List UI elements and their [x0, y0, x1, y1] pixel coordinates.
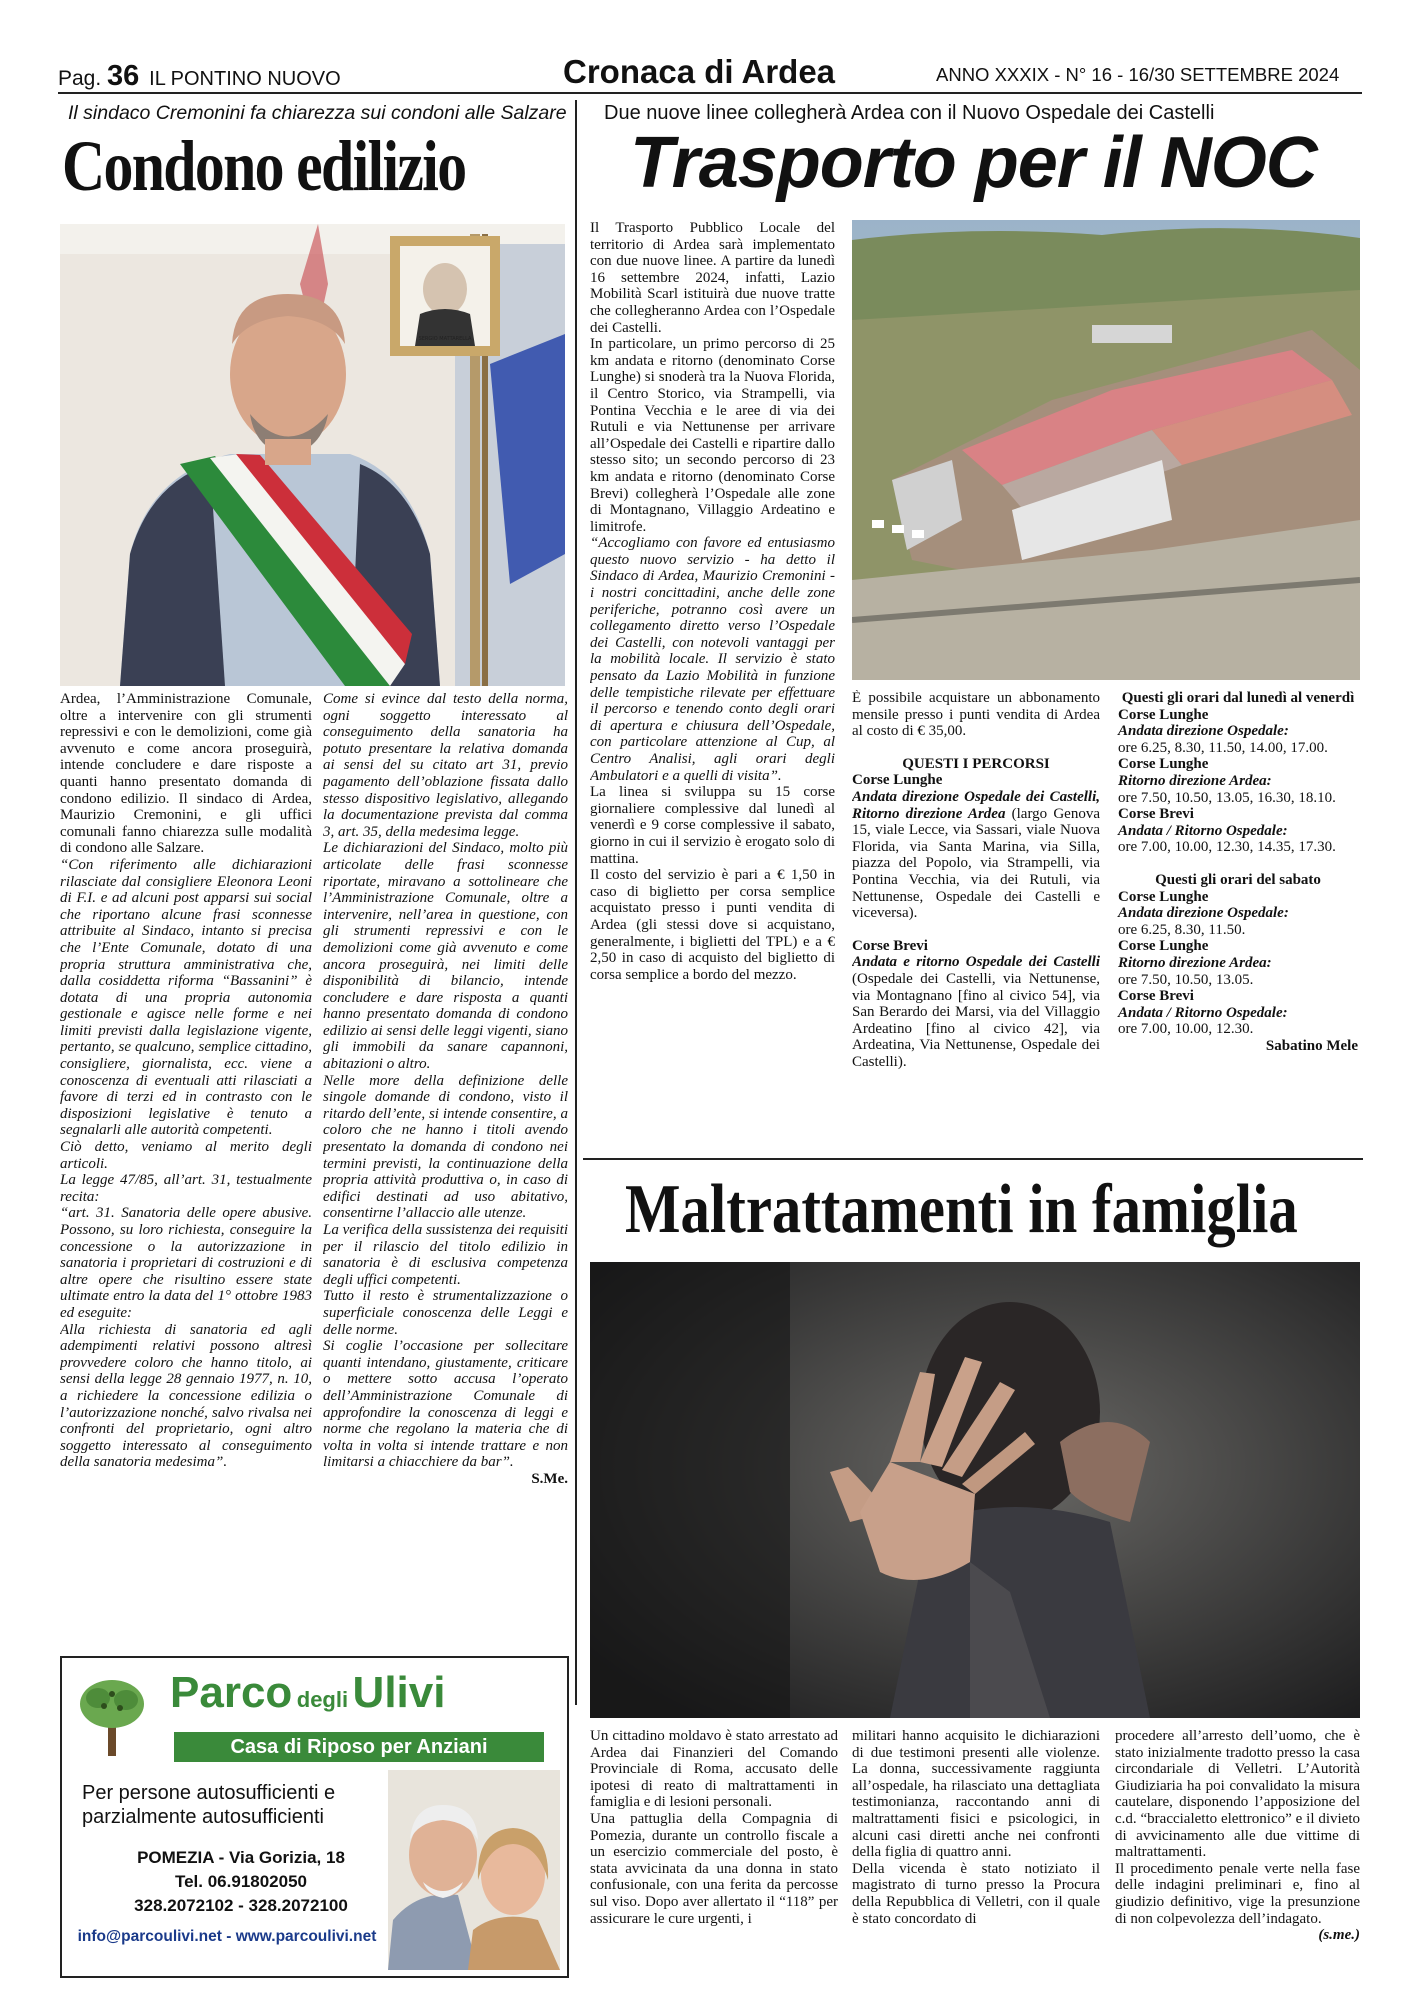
- route-stops: (Ospedale dei Castelli, via Nettunense, via Montagnano [fino al civico 54], via San Berardo dei Marsi, via del Villaggio Ardeatino [fino al civico 42], via Ardeatina, Via Nettunense, Ospedale dei Castelli).: [852, 970, 1100, 1070]
- author-byline: S.Me.: [531, 1470, 568, 1487]
- mayor-photo: [60, 224, 565, 686]
- paper-name: IL PONTINO NUOVO: [149, 68, 341, 90]
- author-byline: Sabatino Mele: [1265, 1037, 1358, 1054]
- hospital-photo: [852, 220, 1360, 680]
- schedule-line-name: Corse Lunghe: [1118, 756, 1209, 773]
- bottom-title: Maltrattamenti in famiglia: [625, 1171, 1298, 1248]
- paragraph: Della vicenda è stato notiziato il magistrato di turno presso la Procura della Repubblica di Velletri, con il quale è stato concordato di: [852, 1860, 1100, 1927]
- ad-tagline: Casa di Riposo per Anziani: [174, 1732, 544, 1762]
- ad-web: info@parcoulivi.net - www.parcoulivi.net: [77, 1928, 377, 1945]
- schedule-line-name: Corse Lunghe: [1118, 706, 1209, 723]
- paragraph: Ardea, l’Amministrazione Comunale, oltre a intervenire con gli strumenti repressivi e con le demolizioni, come già avvenuto e come ancora proseguirà, intende concludere e dare risposte a quanti hanno presentato domanda di condono edilizio. Il sindaco di Ardea, Maurizio Cremonini, e gli uffici comunali fanno chiarezza sulle modalità di condono alle Salzare.: [60, 691, 312, 857]
- schedule-times: ore 7.00, 10.00, 12.30.: [1118, 1021, 1254, 1038]
- paragraph: Le dichiarazioni del Sindaco, molto più articolate delle frasi sconnesse riportate, miravano a sottolineare che l’Amministrazione Comunale, oltre a intervenire, nell’area in questione, con gli strumenti repressivi e con le demolizioni come già avvenuto e come ancora proseguirà, nei limiti delle disponibilità di bilancio, intende concludere e dare risposta a quanti hanno presentato domanda di condono edilizio ai sensi delle leggi vigenti, siano gli immobili da sanare capannoni, abitazioni o altro.: [323, 840, 568, 1073]
- paragraph: “Con riferimento alle dichiarazioni rilasciate dal consigliere Eleonora Leoni di F.I. e ad alcuni post apparsi sui social che riportano alcune frasi sconnesse attribuite al Sindaco, intanto si precisa che l’Ente Comunale, dotato di una propria struttura amministrativa che, dalla cosiddetta riforma “Bassanini” è dotata di una propria autonomia gestionale e agisce nelle forme e nei limiti previsti dalla legislazione vigente, pertanto, se qualcuno, semplice cittadino, consigliere, giornalista, ecc. viene a conoscenza di eventuali atti rilasciati a favore di terzi ed in contrasto con le disposizioni legislative è tenuto a segnalarli alle autorità competenti.: [60, 856, 312, 1139]
- right-article-col2: [852, 690, 1100, 1145]
- ad-line2: parzialmente autosufficienti: [82, 1806, 324, 1828]
- page-header: [58, 60, 341, 93]
- schedule-line-name: Corse Lunghe: [1118, 938, 1209, 955]
- schedule-times: ore 6.25, 8.30, 11.50, 14.00, 17.00.: [1118, 739, 1328, 756]
- author-byline: (s.me.): [1318, 1927, 1360, 1944]
- spacer: [852, 740, 1100, 756]
- schedule-line-name: Corse Brevi: [1118, 806, 1194, 823]
- bottom-article-col3: [1115, 1728, 1360, 1988]
- brand-degli: degli: [296, 1687, 349, 1712]
- schedule-times: ore 7.50, 10.50, 13.05.: [1118, 971, 1254, 988]
- schedule-line-name: Corse Lunghe: [1118, 888, 1209, 905]
- left-article-col2: [323, 691, 568, 1591]
- mayor-illustration: [60, 224, 565, 686]
- paragraph: Come si evince dal testo della norma, ogni soggetto interessato al conseguimento della sanatoria ha potuto presentare la relativa domanda ai sensi del su citato art 31, previo pagamento dell’oblazione fissata dallo stesso dispositivo legislativo, allegando la documentazione prevista dal comma 3, art. 35, della medesima legge.: [323, 691, 568, 840]
- paragraph: La linea si sviluppa su 15 corse giornaliere complessive dal lunedì al venerdì e 9 corse complessive il sabato, giorno in cui il servizio è erogato solo di mattina.: [590, 784, 835, 867]
- section-title: Cronaca di Ardea: [563, 53, 836, 90]
- paragraph: Ciò detto, veniamo al merito degli articoli.: [60, 1139, 312, 1172]
- route-direction: Andata e ritorno Ospedale dei Castelli: [852, 954, 1100, 971]
- right-subtitle: Due nuove linee collegherà Ardea con il Nuovo Ospedale dei Castelli: [604, 102, 1215, 124]
- paragraph: militari hanno acquisito le dichiarazioni di due testimoni presenti alle violenze. La donna, successivamente raggiunta all’ospedale, ha rilasciato una dettagliata testimonianza, raccontando anni di maltrattamenti fisici e psicologici, in alcuni casi diretti anche nei confronti della figlia di quattro anni.: [852, 1728, 1100, 1861]
- brand-ulivi: Ulivi: [352, 1668, 446, 1717]
- paragraph: È possibile acquistare un abbonamento mensile presso i punti vendita di Ardea al costo di € 35,00.: [852, 690, 1100, 740]
- schedule-direction: Andata / Ritorno Ospedale:: [1118, 1004, 1288, 1021]
- route-direction: Andata direzione Ospedale dei Castelli, Ritorno direzione Ardea: [852, 788, 1100, 822]
- route-description: [852, 954, 1100, 1070]
- schedule-times: ore 7.50, 10.50, 13.05, 16.30, 18.10.: [1118, 789, 1336, 806]
- right-article-col1: [590, 220, 835, 1130]
- schedule-box: [1118, 690, 1358, 1054]
- route-stops: (largo Genova 15, viale Lecce, via Sassari, viale Nuova Florida, via Santa Marina, via Silla, piazza del Popolo, via Strampelli, via Pontina Vecchia, via dei Rutuli, via Nettunense, Ospedale dei Castelli e viceversa).: [852, 805, 1100, 922]
- brand-parco: Parco: [170, 1668, 293, 1717]
- paragraph: procedere all’arresto dell’uomo, che è stato inizialmente tradotto presso la casa circondariale di Velletri. L’Autorità Giudiziaria ha poi convalidato la misura cautelare, disponendo l’apposizione del c.d. “braccialetto elettronico” e il divieto di avvicinamento alle due vittime di maltrattamenti.: [1115, 1728, 1360, 1861]
- spacer: [1118, 856, 1358, 872]
- elderly-couple-photo: [388, 1770, 560, 1970]
- page-label: Pag.: [58, 67, 102, 90]
- bottom-article-col1: [590, 1728, 838, 1988]
- ad-line1: Per persone autosufficienti e: [82, 1782, 336, 1804]
- bottom-article-col2: [852, 1728, 1100, 1988]
- route-name: Corse Lunghe: [852, 772, 943, 789]
- schedule-times: ore 7.00, 10.00, 12.30, 14.35, 17.30.: [1118, 839, 1336, 856]
- route-name: Corse Brevi: [852, 937, 928, 954]
- route-description: [852, 789, 1100, 922]
- paragraph: Alla richiesta di sanatoria ed agli adempimenti relativi possono altresì provvedere coloro che hanno titolo, ai sensi della legge 28 gennaio 1977, n. 10, a richiedere la concessione edilizia o l’autorizzazione nonché, salvo rivalsa nei confronti del proprietario, ogni altro soggetto interessato al conseguimento della sanatoria medesima”.: [60, 1321, 312, 1471]
- paragraph: Il procedimento penale verte nella fase delle indagini preliminari e, fino al giudizio definitivo, vige la presunzione di non colpevolezza dell’indagato.: [1115, 1860, 1360, 1927]
- header-rule: [58, 92, 1362, 94]
- ad-tel: Tel. 06.91802050: [174, 1872, 307, 1891]
- hospital-aerial-illustration: [852, 220, 1360, 680]
- left-title: Condono edilizio: [62, 126, 466, 206]
- schedule-times: ore 6.25, 8.30, 11.50.: [1118, 921, 1246, 938]
- right-title: Trasporto per il NOC: [630, 123, 1317, 203]
- paragraph: “Accogliamo con favore ed entusiasmo questo nuovo servizio - ha detto il Sindaco di Ardea, Maurizio Cremonini - i nostri concittadini, anche delle zone periferiche, potranno così avere un collegamento diretto verso l’Ospedale dei Castelli, con notevoli vantaggi per la mobilità locale. Il servizio è stato pensato da Lazio Mobilità in funzione delle tempistiche rilevate per effettuare il percorso e tenendo conto degli orari di apertura e chiusura dell’Ospedale, con particolare attenzione al Cup, al Centro Analisi, agli orari degli Ambulatori e a quelli di visita”.: [590, 535, 835, 784]
- schedule-direction: Andata / Ritorno Ospedale:: [1118, 822, 1288, 839]
- weekday-title: Questi gli orari dal lunedì al venerdì: [1121, 690, 1355, 706]
- issue-info: ANNO XXXIX - N° 16 - 16/30 SETTEMBRE 2024: [936, 64, 1340, 85]
- paragraph: In particolare, un primo percorso di 25 km andata e ritorno (denominato Corse Lunghe) si snoderà tra la Nuova Florida, il Centro Storico, via Strampelli, via Pontina Vecchia e le aree di via dei Rutuli e via Nettunense per arrivare all’Ospedale dei Castelli e ripartire dallo stesso sito; un secondo percorso di 23 km andata e ritorno (denominato Corse Brevi) collegherà l’Ospedale alle zone di Montagnano, Villaggio Ardeatino e limitrofe.: [590, 336, 835, 535]
- paragraph: Il costo del servizio è pari a € 1,50 in caso di biglietto per corsa semplice acquistato presso i punti vendita di Ardea (gli stessi dove si acquistano, generalmente, i biglietti del TPL) e a € 2,50 in caso di acquisto del biglietto di corsa semplice a bordo del mezzo.: [590, 867, 835, 983]
- paragraph: Nelle more della definizione delle singole domande di condono, visto il ritardo dell’ente, si intende consentire, a coloro che ne hanno i titoli avendo presentato la domanda di condono nei termini previsti, la continuazione della propria attività produttiva o, in caso di edifici destinati ad uso abitativo, consentirne l’allaccio alle utenze.: [323, 1072, 568, 1222]
- left-subtitle: Il sindaco Cremonini fa chiarezza sui condoni alle Salzare: [68, 102, 567, 124]
- spacer: [852, 922, 1100, 938]
- paragraph: La verifica della sussistenza dei requisiti per il rilascio del titolo edilizio in sanatoria è di esclusiva competenza degli uffici competenti.: [323, 1222, 568, 1288]
- ad-mobile: 328.2072102 - 328.2072100: [134, 1896, 348, 1915]
- section-divider: [583, 1158, 1363, 1160]
- ad-address: POMEZIA - Via Gorizia, 18: [137, 1848, 345, 1867]
- column-divider: [575, 100, 577, 1705]
- paragraph: La legge 47/85, all’art. 31, testualmente recita:: [60, 1172, 312, 1205]
- paragraph: Tutto il resto è strumentalizzazione o superficiale conoscenza delle Leggi e delle norme.: [323, 1288, 568, 1338]
- paragraph: Un cittadino moldavo è stato arrestato ad Ardea dai Finanzieri del Comando Provinciale di Roma, accusato delle ipotesi di reato di maltrattamenti in famiglia e di lesioni personali.: [590, 1728, 838, 1811]
- page-number: 36: [107, 60, 140, 92]
- schedule-direction: Andata direzione Ospedale:: [1118, 905, 1289, 922]
- violence-photo: [590, 1262, 1360, 1718]
- stop-hand-illustration: [590, 1262, 1360, 1718]
- paragraph: “art. 31. Sanatoria delle opere abusive. Possono, su loro richiesta, conseguire la concessione o la autorizzazione in sanatoria i proprietari di costruzioni e di altre opere che risultino essere state ultimate entro la data del 1° ottobre 1983 ed eseguite:: [60, 1205, 312, 1321]
- routes-heading: QUESTI I PERCORSI: [902, 755, 1050, 772]
- schedule-direction: Ritorno direzione Ardea:: [1118, 772, 1272, 789]
- paragraph: Il Trasporto Pubblico Locale del territorio di Ardea sarà implementato con due nuove linee. A partire da lunedì 16 settembre 2024, infatti, Lazio Mobilità Scarl istituirà due nuove tratte che collegheranno Ardea con l’Ospedale dei Castelli.: [590, 220, 835, 336]
- saturday-title: Questi gli orari del sabato: [1155, 871, 1321, 888]
- advertisement: [60, 1656, 569, 1978]
- portrait-caption: SERGIO MATTARELLA: [418, 336, 472, 342]
- olive-tree-icon: [76, 1676, 148, 1762]
- schedule-direction: Andata direzione Ospedale:: [1118, 723, 1289, 740]
- paragraph: Una pattuglia della Compagnia di Pomezia, durante un controllo fiscale a un esercizio commerciale del posto, è stata avvicinata da una donna in stato confusionale, con una ferita da percosse sul viso. Dopo aver allertato il “118” per assicurare le cure urgenti, i: [590, 1810, 838, 1927]
- left-article-col1: [60, 691, 312, 1591]
- schedule-direction: Ritorno direzione Ardea:: [1118, 954, 1272, 971]
- schedule-line-name: Corse Brevi: [1118, 988, 1194, 1005]
- ad-brand: [170, 1668, 445, 1718]
- paragraph: Si coglie l’occasione per sollecitare quanti intendano, giustamente, criticare o mettere sotto accusa l’operato dell’Amministrazione Comunale di approfondire la conoscenza di leggi e norme che regolano la materia che di volta in volta si intende trattare e non limitarsi a chiacchiere da bar”.: [323, 1338, 568, 1471]
